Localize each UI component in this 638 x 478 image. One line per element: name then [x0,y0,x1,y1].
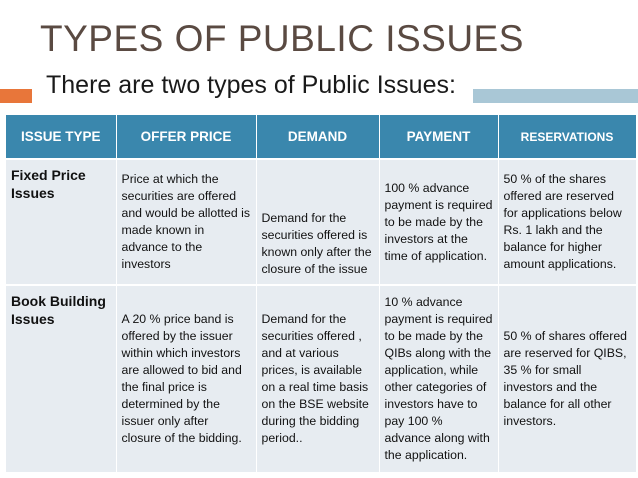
cell-demand: Demand for the securities offered , and at various prices, is available on a real time basis on the BSE website during the bidding period.. [256,285,379,473]
issue-types-table [6,115,637,474]
square-bullet-icon: □ [24,87,31,98]
table-header-row [6,115,636,159]
cell-issue-type: Book Building Issues [6,285,116,473]
header-rule [473,89,638,103]
header-issue-type: ISSUE TYPE [6,115,116,159]
header-offer-price: OFFER PRICE [116,115,256,159]
cell-demand: Demand for the securities offered is known only after the closure of the issue [256,159,379,285]
header-payment: PAYMENT [379,115,498,159]
cell-payment: 10 % advance payment is required to be made by the QIBs along with the application, while other categories of investors have to pay 100 % advance along with the application. [379,285,498,473]
cell-offer-price: Price at which the securities are offered and would be allotted is made known in advance to the investors [116,159,256,285]
header-reservations: RESERVATIONS [498,115,636,159]
table-row [6,159,636,285]
slide-title: TYPES OF PUBLIC ISSUES [40,18,524,59]
cell-reservations: 50 % of shares offered are reserved for QIBS, 35 % for small investors and the balance for all other investors. [498,285,636,473]
slide-subtitle: There are two types of Public Issues: [46,71,456,99]
cell-reservations: 50 % of the shares offered are reserved for applications below Rs. 1 lakh and the balance for higher amount applications. [498,159,636,285]
table-row [6,285,636,473]
cell-payment: 100 % advance payment is required to be made by the investors at the time of application. [379,159,498,285]
header-demand: DEMAND [256,115,379,159]
cell-offer-price: A 20 % price band is offered by the issuer within which investors are allowed to bid and the final price is determined by the issuer only after closure of the bidding. [116,285,256,473]
cell-issue-type: Fixed Price Issues [6,159,116,285]
